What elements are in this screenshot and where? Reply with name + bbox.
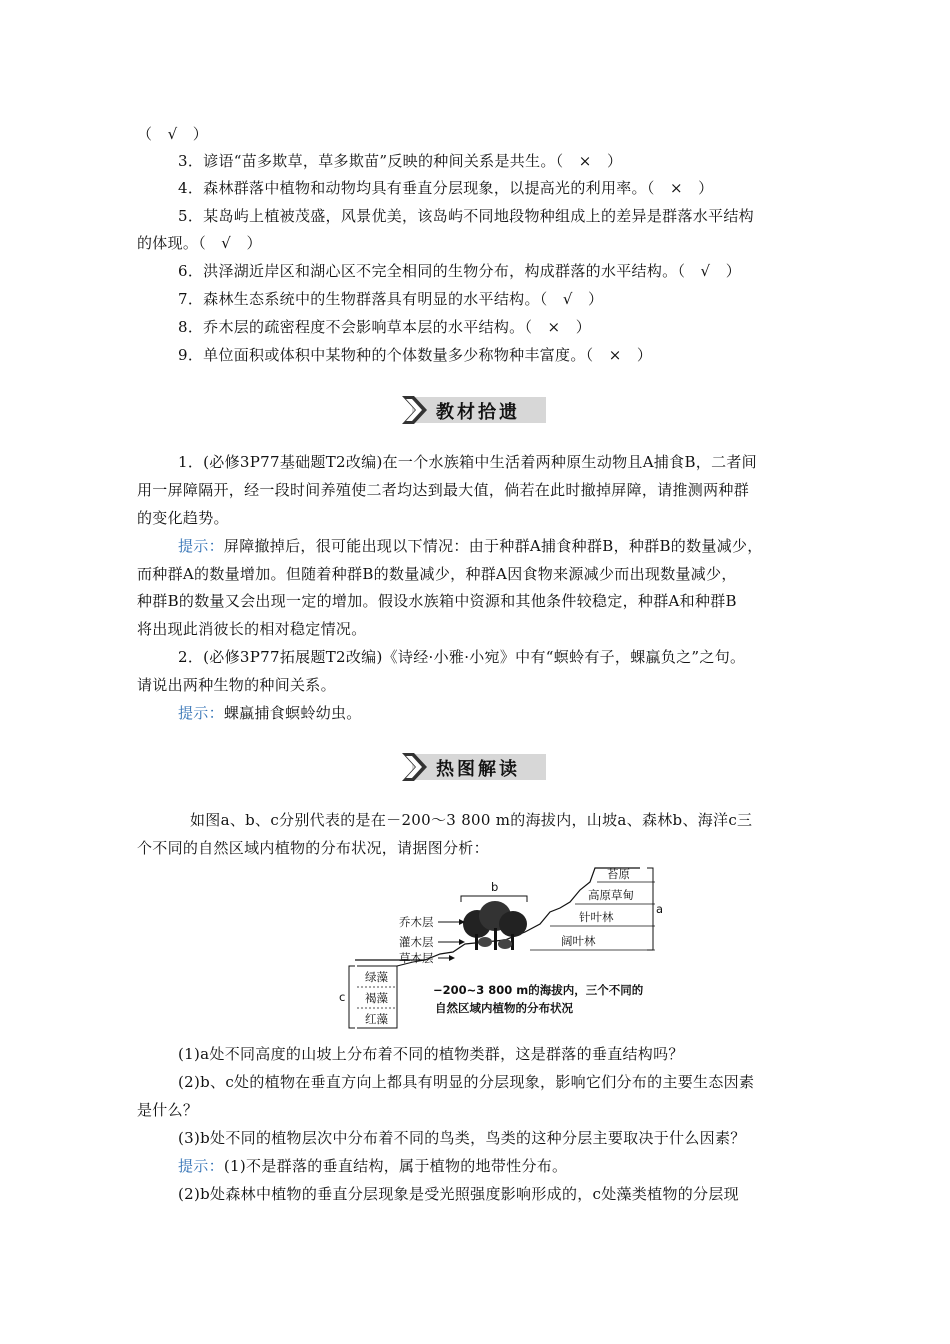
bracket-a xyxy=(647,868,653,950)
intro-line-2: 个不同的自然区域内植物的分布状况，请据图分析： xyxy=(137,839,489,857)
label-tundra: 苔原 xyxy=(607,867,630,881)
figure-answer-2: (2)b处森林中植物的垂直分层现象是受光照强度影响形成的，c处藻类植物的分层现 xyxy=(178,1185,739,1203)
figure-question-2a: (2)b、c处的植物在垂直方向上都具有明显的分层现象，影响它们分布的主要生态因素 xyxy=(178,1073,755,1091)
judgment-line-4: 4．森林群落中植物和动物均具有垂直分层现象，以提高光的利用率。（ × ） xyxy=(178,179,714,197)
label-conifer: 针叶林 xyxy=(579,910,614,924)
section-banner-figure xyxy=(400,752,550,782)
answer-1-line-4: 将出现此消彼长的相对稳定情况。 xyxy=(137,620,367,638)
answer-1-line-3: 种群B的数量又会出现一定的增加。假设水族箱中资源和其他条件较稳定，种群A和种群B xyxy=(137,592,737,610)
label-broadleaf: 阔叶林 xyxy=(561,934,596,948)
label-brown-algae: 褐藻 xyxy=(365,991,388,1005)
question-2-line-1: 2．(必修3P77拓展题T2改编)《诗经·小雅·小宛》中有“螟蛉有子，蜾蠃负之”之句。 xyxy=(178,648,746,666)
question-1-line-3: 的变化趋势。 xyxy=(137,509,229,527)
label-shrub-layer: 灌木层 xyxy=(399,935,434,949)
section-title: 教材拾遗 xyxy=(436,402,520,423)
hint-label: 提示： xyxy=(178,1157,224,1175)
intro-line-1: 如图a、b、c分别代表的是在－200～3 800 m的海拔内，山坡a、森林b、海洋c三 xyxy=(190,811,753,829)
judgment-line-7: 7．森林生态系统中的生物群落具有明显的水平结构。（ √ ） xyxy=(178,290,604,308)
figure-question-2b: 是什么？ xyxy=(137,1101,199,1119)
diagram-caption-line-2: 自然区域内植物的分布状况 xyxy=(435,1001,573,1015)
answer-text: 屏障撤掉后，很可能出现以下情况：由于种群A捕食种群B，种群B的数量减少， xyxy=(223,537,763,555)
label-red-algae: 红藻 xyxy=(365,1012,388,1026)
label-green-algae: 绿藻 xyxy=(365,970,388,984)
section-title: 热图解读 xyxy=(436,759,520,780)
chevron-right-icon xyxy=(400,395,430,425)
label-a: a xyxy=(656,902,664,916)
answer-text: 蜾蠃捕食螟蛉幼虫。 xyxy=(223,704,362,722)
section-banner-textbook xyxy=(400,395,550,425)
question-1-line-2: 用一屏障隔开，经一段时间养殖使二者均达到最大值，倘若在此时撤掉屏障，请推测两种群 xyxy=(137,481,750,499)
judgment-line-3: 3．谚语“苗多欺草，草多欺苗”反映的种间关系是共生。（ × ） xyxy=(178,152,623,170)
label-meadow: 高原草甸 xyxy=(588,888,634,902)
chevron-right-icon xyxy=(400,752,430,782)
answer-1-line-1 xyxy=(178,536,763,556)
label-c: c xyxy=(339,990,346,1004)
bracket-c xyxy=(349,966,355,1028)
judgment-line-5a: 5．某岛屿上植被茂盛，风景优美，该岛屿不同地段物种组成上的差异是群落水平结构 xyxy=(178,207,754,225)
label-b: b xyxy=(491,880,499,894)
judgment-line-8: 8．乔木层的疏密程度不会影响草本层的水平结构。（ × ） xyxy=(178,318,592,336)
judgment-line-6: 6．洪泽湖近岸区和湖心区不完全相同的生物分布，构成群落的水平结构。（ √ ） xyxy=(178,262,742,280)
diagram-caption-line-1: −200~3 800 m的海拔内，三个不同的 xyxy=(433,983,644,997)
question-1-line-1: 1．(必修3P77基础题T2改编)在一个水族箱中生活着两种原生动物且A捕食B，二者间 xyxy=(178,453,757,471)
judgment-line-5b: 的体现。（ √ ） xyxy=(137,234,262,252)
judgment-line-0: （ √ ） xyxy=(137,125,209,143)
judgment-line-9: 9．单位面积或体积中某物种的个体数量多少称物种丰富度。（ × ） xyxy=(178,346,653,364)
figure-answer-1 xyxy=(178,1156,567,1176)
label-herb-layer: 草本层 xyxy=(399,951,434,965)
answer-text: (1)不是群落的垂直结构，属于植物的地带性分布。 xyxy=(223,1157,568,1175)
answer-1-line-2: 而种群A的数量增加。但随着种群B的数量减少，种群A因食物来源减少而出现数量减少， xyxy=(137,565,737,583)
hint-label: 提示： xyxy=(178,537,224,555)
figure-question-1: (1)a处不同高度的山坡上分布着不同的植物类群，这是群落的垂直结构吗？ xyxy=(178,1045,684,1063)
figure-question-3: (3)b处不同的植物层次中分布着不同的鸟类，鸟类的这种分层主要取决于什么因素？ xyxy=(178,1129,746,1147)
answer-2 xyxy=(178,703,362,723)
arrow-head-icon xyxy=(449,955,455,961)
vegetation-distribution-diagram xyxy=(335,862,665,1032)
hint-label: 提示： xyxy=(178,704,224,722)
question-2-line-2: 请说出两种生物的种间关系。 xyxy=(137,676,336,694)
label-tree-layer: 乔木层 xyxy=(399,915,434,929)
